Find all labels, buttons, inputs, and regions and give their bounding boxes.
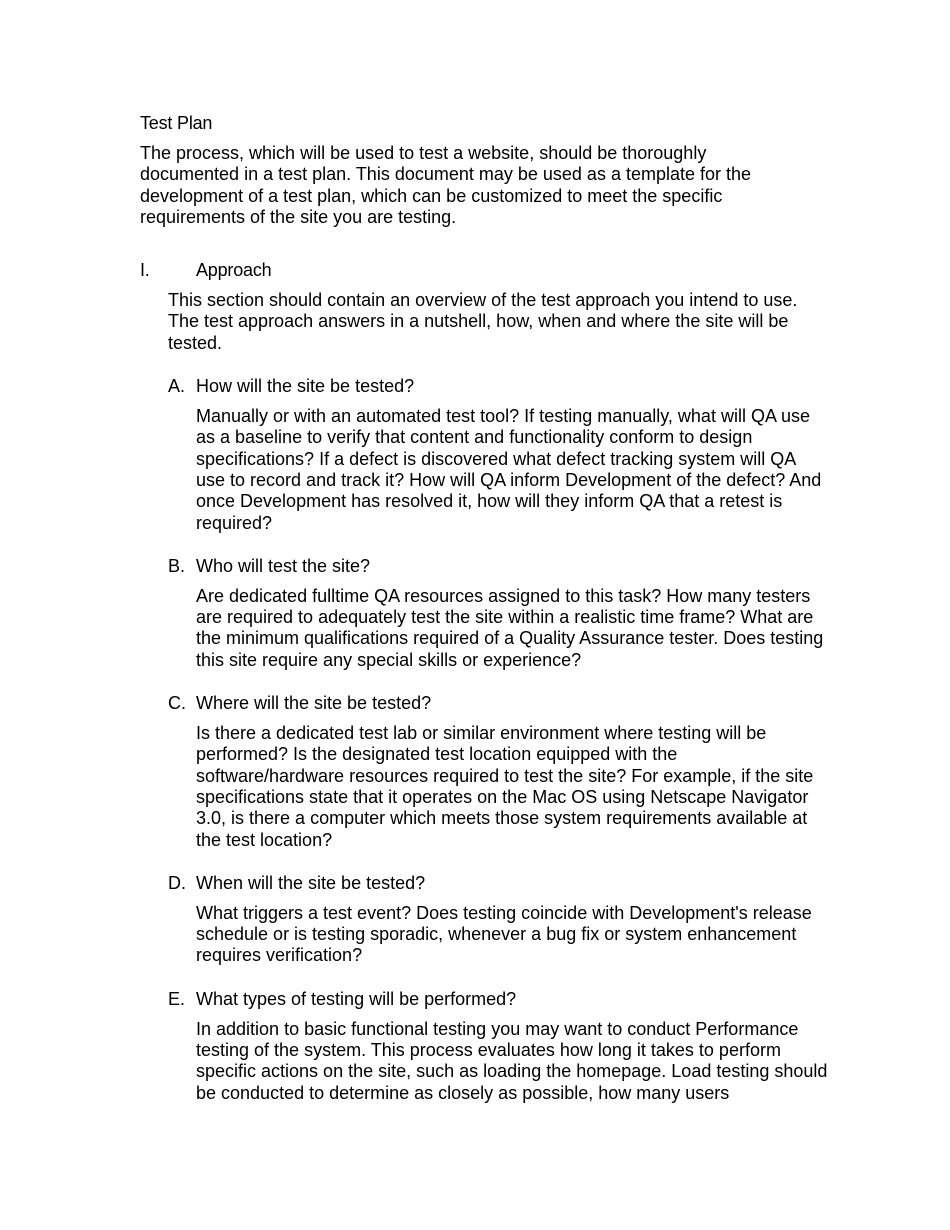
subsection-question: What types of testing will be performed? <box>196 988 517 1009</box>
subsection-a <box>168 375 840 534</box>
section-overview: This section should contain an overview of the test approach you intend to use. The test approach answers in a nutshell, how, when and where the site will be tested. <box>168 290 798 353</box>
subsection-question: When will the site be tested? <box>196 872 426 893</box>
subsection-letter: D. <box>168 872 186 893</box>
subsection-heading <box>168 692 840 714</box>
subsection-c <box>168 692 840 851</box>
subsection-question: How will the site be tested? <box>196 376 415 397</box>
subsection-letter: C. <box>168 693 186 714</box>
subsection-b <box>168 555 840 671</box>
section-number: I. <box>140 260 150 281</box>
subsection-heading <box>168 555 840 577</box>
subsection-body: Are dedicated fulltime QA resources assigned to this task? How many testers are required to adequately test the site within a realistic time frame? What are the minimum qualifications required of a Quality Assurance tester. Does testing this site require any special skills or experience? <box>196 585 824 670</box>
subsection-e <box>168 988 840 1104</box>
subsection-heading <box>168 872 840 894</box>
section-title: Approach <box>196 260 272 281</box>
subsection-question: Who will test the site? <box>196 555 371 576</box>
section-heading <box>140 259 840 281</box>
intro-paragraph: The process, which will be used to test a website, should be thoroughly documented in a test plan. This document may be used as a template for the development of a test plan, which can be customized to meet the specific requirements of the site you are testing. <box>140 143 752 227</box>
document-page <box>140 112 840 1104</box>
subsection-heading <box>168 988 840 1010</box>
subsection-body: What triggers a test event? Does testing coincide with Development's release schedule or is testing sporadic, whenever a bug fix or system enhancement requires verification? <box>196 902 812 966</box>
subsection-body: In addition to basic functional testing you may want to conduct Performance testing of the system. This process evaluates how long it takes to perform specific actions on the site, such as loading the homepage. Load testing should be conducted to determine as closely as possible, how many users <box>196 1018 828 1103</box>
subsection-letter: B. <box>168 555 186 576</box>
subsection-heading <box>168 375 840 397</box>
document-title: Test Plan <box>140 113 213 133</box>
subsection-body: Manually or with an automated test tool? If testing manually, what will QA use as a baseline to verify that content and functionality conform to design specifications? If a defect is discovered what defect tracking system will QA use to record and track it? How will QA inform Development of the defect? And once Development has resolved it, how will they inform QA that a retest is required? <box>196 406 822 533</box>
subsection-letter: A. <box>168 376 186 397</box>
subsection-d <box>168 872 840 967</box>
subsection-letter: E. <box>168 988 186 1009</box>
subsection-question: Where will the site be tested? <box>196 693 432 714</box>
subsection-body: Is there a dedicated test lab or similar environment where testing will be performed? Is the designated test location equipped with the software/hardware resources required to test the site? For example, if the site specifications state that it operates on the Mac OS using Netscape Navigator 3.0, is there a computer which meets those system requirements available at the test location? <box>196 723 814 850</box>
